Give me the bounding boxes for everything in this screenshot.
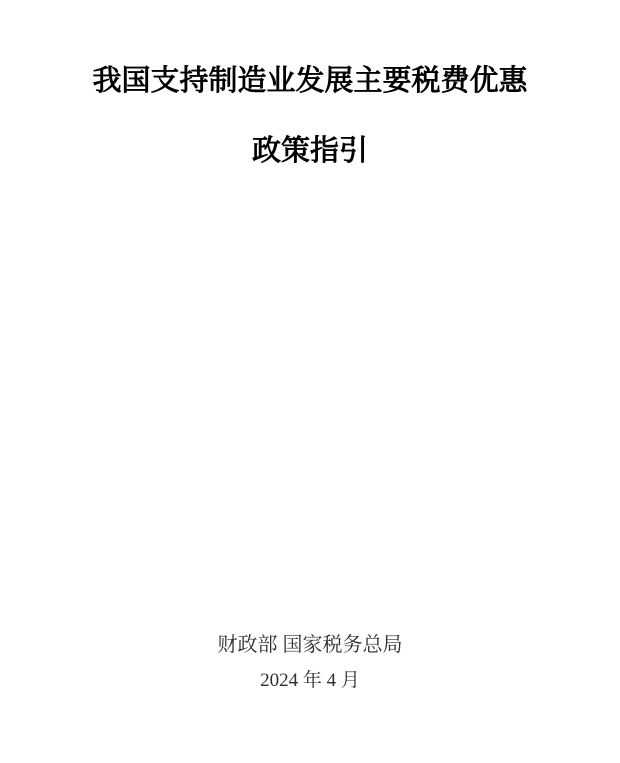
document-title-line-2: 政策指引 bbox=[251, 135, 368, 167]
document-title-line-1: 我国支持制造业发展主要税费优惠 bbox=[92, 65, 528, 97]
date-line: 2024 年 4 月 bbox=[260, 670, 360, 691]
publisher-line: 财政部 国家税务总局 bbox=[217, 634, 403, 656]
